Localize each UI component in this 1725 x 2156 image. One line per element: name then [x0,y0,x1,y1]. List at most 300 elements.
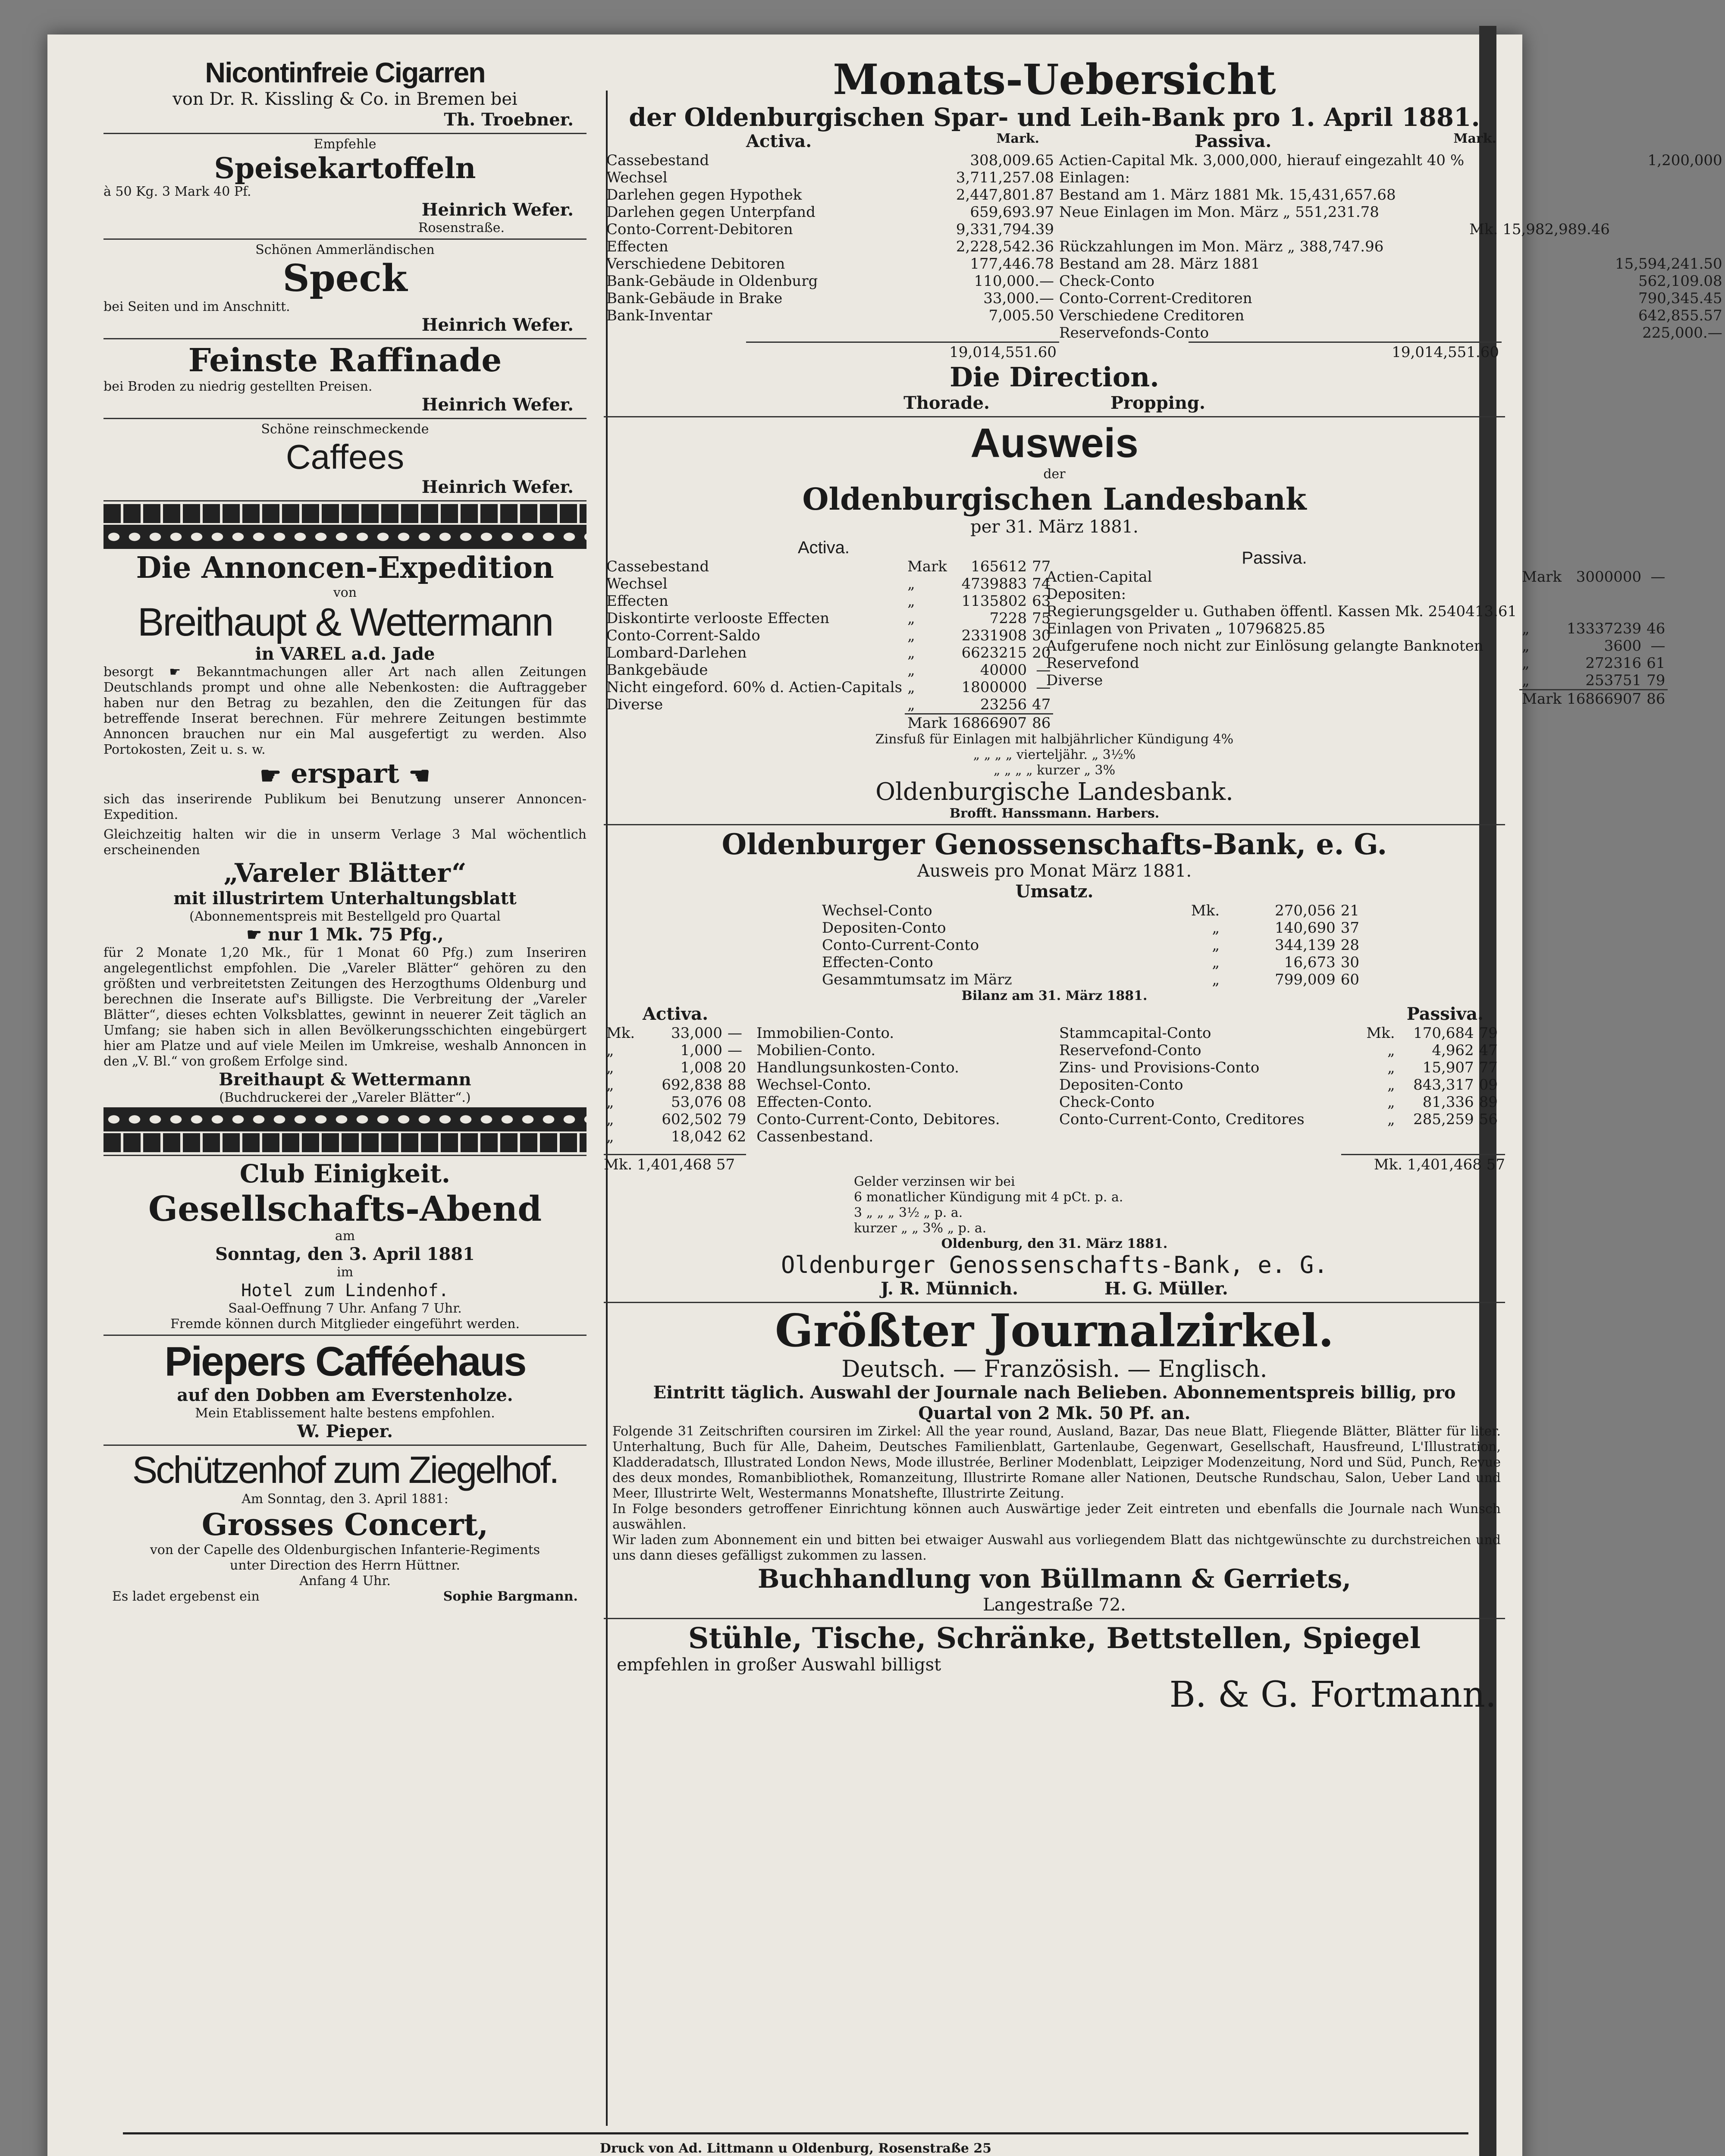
ad-annoncen-price: ☛ nur 1 Mk. 75 Pfg., [246,924,444,945]
table-cell: „ [907,696,915,713]
table-cell: 20 [727,1059,746,1076]
ad-schuetzenhof-concert: Grosses Concert, [201,1507,489,1542]
table-row [1057,255,1725,273]
table-cell: 177,446.78 [970,255,1054,273]
table-row [819,902,1380,919]
table-cell [1467,255,1612,273]
landes-names: Brofft. Hanssmann. Harbers. [949,806,1160,821]
table-row [604,186,1057,204]
journal-title: Größter Journalzirkel. [775,1304,1334,1357]
table-cell: Bestand am 1. März 1881 Mk. 15,431,657.68 [1059,186,1396,204]
ad-annoncen-erspart: erspart [291,758,399,789]
table-cell [1644,586,1668,603]
table-cell: Darlehen gegen Hypothek [606,186,802,204]
table-cell: Mark [905,714,950,732]
table-cell: Mark [1522,568,1562,586]
table-row [819,937,1380,954]
landes-tables [604,537,1665,732]
table-cell: Bankgebäude [606,661,708,679]
landes-der: der [1043,467,1066,482]
journal-body: Folgende 31 Zeitschriften coursiren im Zirkel: All the year round, Ausland, Bazar, Das neue Blatt, Fliegende Blätter, Blätter für liter. Unterhaltung, Buch für Alle, Daheim, Deutsches Familienblatt, Gartenlaube, Gegenwart, Gesellschaft, Hausfreund, L'Illustration, Kladderadatsch, Illustrated London News, Mode illustrée, Berliner Modenblatt, Leipziger Modenzeitung, Nord und Süd, Punch, Revue des deux mondes, Romanbibliothek, Romanzeitung, Illustrirte Romane aller Nationen, Deutsche Rundschau, Salon, Ueber Land und Meer, Illustrirte Welt, Westermanns Monatshefte, Illustrirte Zeitung. [612,1424,1501,1501]
ad-annoncen-body1: besorgt ☛ Bekanntmachungen aller Art nach allen Zeitungen Deutschlands prompt und ohne alle Nebenkosten: die Auftraggeber haben nur den Betrag zu bezahlen, den die Zeitungen für das betreffende Inserat berechnen. Für mehrere Zeitungen bestimmte Annoncen brauchen nur ein Mal ausgefertigt zu werden. Also Portokosten, Zeit u. s. w. [104,664,586,757]
table-cell: 344,139 [1275,937,1336,954]
table-cell: 56 [1479,1111,1498,1128]
table-cell: 3,711,257.08 [956,169,1054,186]
table-cell [1467,204,1612,221]
table-cell: Wechsel-Conto. [756,1076,872,1094]
ad-schuetzenhof-date: Am Sonntag, den 3. April 1881: [242,1492,448,1507]
table-total-row [604,714,1053,732]
ad-club-title: Club Einigkeit. [239,1159,451,1188]
spar-passiva [1057,131,1722,342]
table-cell: 16866907 [950,714,1029,732]
ad-caffees-intro: Schöne reinschmeckende [261,422,429,437]
table-cell: Verschiedene Creditoren [1059,307,1245,324]
ad-fortmann [604,1622,1505,1715]
table-cell: 47 [1479,1042,1498,1059]
genossen-signatures [604,1279,1505,1299]
journal-body3: Wir laden zum Abonnement ein und bitten bei etwaiger Auswahl aus vorliegendem Blatt das nichtgewünschte zu durchstreichen und uns dann dieses gefälligst zukommen zu lassen. [612,1532,1501,1563]
table-cell: Bank-Gebäude in Oldenburg [606,273,818,290]
table-row [604,1128,1057,1145]
table-cell: Reservefond-Conto [1059,1042,1201,1059]
landes-activa [604,537,1051,732]
ornament-chain [104,525,586,549]
table-cell: 79 [727,1111,746,1128]
divider [604,1302,1505,1303]
table-cell: „ [1522,637,1530,655]
ad-pieper-sub: auf den Dobben am Everstenholze. [177,1385,513,1405]
table-row [1057,307,1725,324]
spar-passiva-table [1057,152,1725,342]
table-cell: „ [907,661,915,679]
table-cell: 272316 [1585,655,1642,672]
ad-kartoffeln-title: Speisekartoffeln [214,151,476,185]
table-cell: 1,000 [680,1042,722,1059]
ad-annoncen-paper: „Vareler Blätter“ [223,858,467,888]
table-cell: Cassebestand [606,558,709,575]
table-cell [1519,586,1564,603]
ad-schuetzenhof-title: Schützenhof zum Ziegelhof. [132,1448,558,1491]
table-cell: Mk. [1191,902,1220,919]
table-row [1057,290,1725,307]
spar-total-activa: 19,014,551.60 [746,342,1059,362]
table-cell: 2,447,801.87 [956,186,1054,204]
genossen-totals [604,1154,1505,1174]
table-cell: — [727,1025,742,1042]
landes-activa-label: Activa. [797,538,850,557]
spar-activa-head [604,131,1057,152]
table-cell: Immobilien-Conto. [756,1025,894,1042]
table-cell: 46 [1647,620,1665,637]
left-column [104,56,586,1604]
ad-kartoffeln-intro: Empfehle [314,137,376,152]
ad-speck-intro: Schönen Ammerländischen [255,242,435,257]
table-cell: Wechsel [606,575,668,592]
table-row [1057,1059,1505,1076]
spar-tables [604,131,1722,342]
table-row [604,1111,1057,1128]
genossen-title: Oldenburger Genossenschafts-Bank, e. G. [721,827,1387,861]
genossen-umsatz-table [819,902,1380,988]
ad-annoncen-sign: Breithaupt & Wettermann [219,1069,471,1090]
table-cell: „ [606,1128,614,1145]
ad-raffinade-sub: bei Broden zu niedrig gestellten Preisen. [104,379,373,394]
ad-club-guests: Fremde können durch Mitglieder eingeführt werden. [170,1316,520,1332]
table-cell: Handlungsunkosten-Conto. [756,1059,959,1076]
table-cell: Effecten-Conto [822,954,933,971]
landes-zins1: Zinsfuß für Einlagen mit halbjährlicher Kündigung 4% [875,732,1234,747]
table-cell: 63 [1032,592,1051,610]
table-row [604,1059,1057,1076]
table-cell: 61 [1647,655,1665,672]
table-row [604,627,1053,644]
genossen-passiva-rows [1057,1025,1505,1128]
table-cell [1057,221,1467,238]
ad-annoncen-place: in VAREL a.d. Jade [255,644,435,664]
table-cell: Conto-Current-Conto, Creditores [1059,1111,1305,1128]
table-cell: 1135802 [961,592,1027,610]
table-cell: 79 [1647,672,1665,689]
ad-nicotin-name: Th. Troebner. [444,110,574,130]
spar-signatures [604,393,1505,414]
divider [104,1155,586,1156]
table-cell: Nicht eingeford. 60% d. Actien-Capitals [606,679,903,696]
table-row [604,204,1057,221]
table-row [604,592,1053,610]
ad-caffees-title: Caffees [285,438,405,476]
table-cell: „ [907,592,915,610]
landes-passiva-rows [1044,568,1668,708]
table-cell: 08 [727,1094,746,1111]
table-cell: „ [1387,1059,1395,1076]
table-cell: „ [1387,1076,1395,1094]
table-cell: 30 [1340,954,1359,971]
genossen-activa [604,1004,1057,1145]
table-cell: 79 [1479,1025,1498,1042]
table-row [604,610,1053,627]
ad-schuetzenhof-text1: von der Capelle des Oldenburgischen Infanterie-Regiments [150,1542,540,1557]
table-cell: „ [907,679,915,696]
table-cell: Check-Conto [1059,273,1155,290]
table-cell: 53,076 [671,1094,722,1111]
ad-schuetzenhof-start: Anfang 4 Uhr. [299,1573,391,1589]
table-cell: Verschiedene Debitoren [606,255,785,273]
table-cell: „ [606,1059,614,1076]
table-cell [1564,586,1644,603]
table-cell [1644,603,1668,620]
table-row [604,169,1057,186]
table-cell: Conto-Current-Conto [822,937,979,954]
ad-caffees [104,422,586,498]
spar-sig1: Thorade. [903,393,990,413]
table-cell: Conto-Current-Conto, Debitores. [756,1111,1000,1128]
spar-activa-label: Activa. [746,131,812,151]
landes-passiva [1044,537,1665,732]
table-cell: 602,502 [662,1111,722,1128]
landes-sign: Oldenburgische Landesbank. [875,778,1233,806]
table-row [604,221,1057,238]
table-cell: 81,336 [1422,1094,1474,1111]
table-cell: Mobilien-Conto. [756,1042,876,1059]
spar-activa-rows [604,152,1057,324]
table-cell: Depositen: [1046,586,1126,603]
table-cell: Mk. 15,982,989.46 [1469,221,1610,238]
fortmann-name: B. & G. Fortmann. [1169,1674,1496,1715]
genossen-passiva-label: Passiva. [1406,1004,1484,1024]
ad-schuetzenhof [104,1448,586,1604]
ad-schuetzenhof-name: Sophie Bargmann. [443,1589,578,1604]
ad-annoncen-body2: sich das inserirende Publikum bei Benutzung unserer Annoncen-Expedition. [104,792,586,822]
ad-caffees-name: Heinrich Wefer. [421,477,574,497]
table-cell: Mark [907,558,947,575]
table-cell: 60 [1340,971,1359,988]
table-row [819,971,1380,988]
table-cell: 62 [727,1128,746,1145]
table-cell: 15,907 [1422,1059,1474,1076]
table-cell [1467,290,1612,307]
table-cell: 33,000.— [983,290,1054,307]
table-cell [1612,169,1725,186]
ad-club-date: Sonntag, den 3. April 1881 [215,1244,475,1264]
ad-annoncen-firm: Breithaupt & Wettermann [137,600,553,644]
table-cell: 16866907 [1564,690,1644,708]
table-cell: Cassenbestand. [756,1128,874,1145]
table-cell: Reservefonds-Conto [1059,324,1209,342]
table-cell [1519,603,1564,620]
divider [604,824,1505,825]
table-cell: Gesammtumsatz im März [822,971,1012,988]
divider [104,418,586,419]
table-row [604,238,1057,255]
table-cell: 9,331,794.39 [956,221,1054,238]
table-cell: 843,317 [1413,1076,1474,1094]
table-cell: 285,259 [1413,1111,1474,1128]
ad-pieper-text: Mein Etablissement halte bestens empfohlen. [195,1406,495,1421]
ad-club-am: am [335,1228,355,1244]
table-cell: „ [1522,655,1530,672]
table-cell [604,714,905,732]
genossen-geld4: kurzer „ „ 3% „ p. a. [854,1221,987,1236]
ad-speck-name: Heinrich Wefer. [421,315,574,335]
table-cell: „ [907,644,915,661]
table-cell: Lombard-Darlehen [606,644,747,661]
ornament-bar [104,504,586,523]
table-cell: Conto-Corrent-Creditoren [1059,290,1252,307]
ad-annoncen-body4: für 2 Monate 1,20 Mk., für 1 Monat 60 Pfg.) zum Inseriren angelegentlichst empfohlen. Die „Vareler Blätter“ gehören zu den größten und verbreitetsten Zeitungen des Herzogthums Oldenburg und berechnen die Inserate auf's Billigste. Die Verbreitung der „Vareler Blätter“, dieses echten Volksblattes, gewinnt in neuerer Zeit täglich an Umfang; sie haben sich in allen Bevölkerungsschichten eingebürgert hier am Platze und auf viele Meilen im Umkreise, weshalb Annoncen in den „V. Bl.“ von großem Erfolge sind. [104,945,586,1069]
table-cell: 28 [1340,937,1359,954]
table-cell: Effecten [606,592,668,610]
landes-passiva-label: Passiva. [1242,548,1307,567]
table-cell: Bank-Gebäude in Brake [606,290,783,307]
table-cell [1612,221,1725,238]
ad-raffinade [104,342,586,415]
ad-pieper [104,1338,586,1442]
divider [104,1335,586,1336]
ad-club-place: Hotel zum Lindenhof. [241,1281,449,1300]
table-cell: Depositen-Conto [822,919,946,937]
table-cell: — [1036,679,1051,696]
table-cell: 4739883 [961,575,1027,592]
table-cell: — [727,1042,742,1059]
ad-schuetzenhof-invite-line [104,1589,586,1604]
table-cell: Actien-Capital Mk. 3,000,000, hierauf eingezahlt 40 % [1059,152,1465,169]
table-cell [1467,307,1612,324]
printer-imprint: Druck von Ad. Littmann u Oldenburg, Rosenstraße 25 [599,2141,992,2156]
table-cell: Stammcapital-Conto [1059,1025,1211,1042]
table-row [604,290,1057,307]
table-cell: 2331908 [961,627,1027,644]
table-cell: 1,008 [680,1059,722,1076]
table-cell [1467,324,1612,342]
table-cell: 642,855.57 [1638,307,1722,324]
table-cell: 89 [1479,1094,1498,1111]
pointing-hand-left-icon: ☚ [408,761,430,790]
genossen-activa-rows [604,1025,1057,1145]
table-cell: 225,000.— [1642,324,1722,342]
table-row [1057,273,1725,290]
table-cell: Effecten-Conto. [756,1094,872,1111]
table-cell: 77 [1032,558,1051,575]
table-cell: 74 [1032,575,1051,592]
table-cell: 6623215 [961,644,1027,661]
ad-nicotin-title: Nicontinfreie Cigarren [205,56,485,88]
table-row [604,679,1053,696]
ad-kartoffeln-street: Rosenstraße. [418,220,505,235]
table-row [1044,655,1668,672]
table-cell: Check-Conto [1059,1094,1155,1111]
table-cell: Cassebestand [606,152,709,169]
ad-annoncen-title: Die Annoncen-Expedition [136,551,554,585]
table-row [1057,238,1725,255]
table-cell: 47 [1032,696,1051,713]
table-cell: Bestand am 28. März 1881 [1059,255,1260,273]
table-row [1057,204,1725,221]
genossen-sig2: H. G. Müller. [1104,1279,1228,1299]
table-cell: „ [1212,954,1220,971]
table-row [1044,603,1668,620]
table-cell [1564,603,1644,620]
table-cell: Diskontirte verlooste Effecten [606,610,830,627]
spar-title: Monats-Uebersicht [833,55,1276,104]
genossen-passiva [1057,1004,1505,1145]
table-cell: 790,345.45 [1638,290,1722,307]
table-cell: „ [606,1094,614,1111]
genossen-geld3: 3 „ „ „ 3½ „ p. a. [854,1205,963,1220]
ad-club [104,1159,586,1332]
table-cell: Mark [1519,690,1564,708]
ad-annoncen-paper-sub: mit illustrirtem Unterhaltungsblatt [173,888,517,909]
table-cell: 4,962 [1432,1042,1474,1059]
table-row [604,558,1053,575]
table-cell: „ [606,1076,614,1094]
table-cell: 86 [1029,714,1053,732]
spar-direction: Die Direction. [950,361,1159,393]
table-row [604,152,1057,169]
table-cell: Rückzahlungen im Mon. März „ 388,747.96 [1059,238,1384,255]
table-cell: Einlagen: [1059,169,1130,186]
table-cell [1612,186,1725,204]
table-row [604,1094,1057,1111]
landes-activa-rows [604,558,1053,732]
table-cell: Mk. [606,1025,635,1042]
spar-activa [604,131,1057,342]
table-row [604,1042,1057,1059]
table-cell: 659,693.97 [970,204,1054,221]
table-cell: 799,009 [1275,971,1336,988]
table-cell: 1800000 [961,679,1027,696]
spar-passiva-label: Passiva. [1195,131,1272,151]
landes-title: Ausweis [970,420,1138,466]
table-row [604,661,1053,679]
table-row [604,255,1057,273]
table-cell: Aufgerufene noch nicht zur Einlösung gelangte Banknoten [1046,637,1484,655]
ornament-bar [104,1133,586,1152]
table-cell: Diverse [606,696,663,713]
table-row [1044,672,1668,690]
table-cell [1612,238,1725,255]
ad-annoncen-body3: Gleichzeitig halten wir die in unserm Verlage 3 Mal wöchentlich erscheinenden [104,827,586,858]
table-cell: 3000000 [1576,568,1642,586]
ad-pieper-name: W. Pieper. [297,1421,393,1442]
table-cell: „ [907,610,915,627]
genossen-interest [604,1174,1505,1236]
journal-l2: Quartal von 2 Mk. 50 Pf. an. [918,1403,1191,1423]
right-column [604,55,1722,1715]
table-row [604,575,1053,592]
table-cell: Conto-Corrent-Saldo [606,627,760,644]
table-cell: 75 [1032,610,1051,627]
table-cell: „ [606,1111,614,1128]
table-row [1057,152,1725,169]
table-row [819,919,1380,937]
table-row [604,1025,1057,1042]
divider [104,133,586,134]
pointing-hand-right-icon: ☛ [260,761,282,790]
table-cell: — [1650,637,1665,655]
table-cell [1467,169,1612,186]
table-cell [1467,152,1612,169]
divider [104,238,586,240]
spar-bank-report [604,55,1722,414]
table-cell: 88 [727,1076,746,1094]
table-cell: 16,673 [1284,954,1336,971]
table-cell [1467,238,1612,255]
genossen-report [604,828,1505,1299]
table-total-row [1044,690,1668,708]
table-cell: Mk. [1366,1025,1395,1042]
table-row [1044,568,1668,586]
divider [104,1445,586,1446]
table-row [1057,1076,1505,1094]
table-cell: 2,228,542.36 [956,238,1054,255]
ad-pieper-title: Piepers Cafféehaus [164,1338,526,1385]
spar-mark-label: Mark. [1453,131,1496,146]
table-cell: 7,005.50 [988,307,1054,324]
divider [604,1618,1505,1619]
ad-raffinade-name: Heinrich Wefer. [421,395,574,415]
table-row [604,696,1053,714]
spar-total-passiva: 19,014,551.60 [1189,342,1502,362]
genossen-bilanz: Bilanz am 31. März 1881. [961,988,1148,1003]
table-cell: 165612 [971,558,1027,575]
ad-speck-sub: bei Seiten und im Anschnitt. [104,299,290,314]
journal-firm: Buchhandlung von Büllmann & Gerriets, [757,1564,1352,1594]
table-cell: 37 [1340,919,1359,937]
divider [104,500,586,501]
ad-speck-title: Speck [282,257,408,300]
table-cell: 170,684 [1413,1025,1474,1042]
